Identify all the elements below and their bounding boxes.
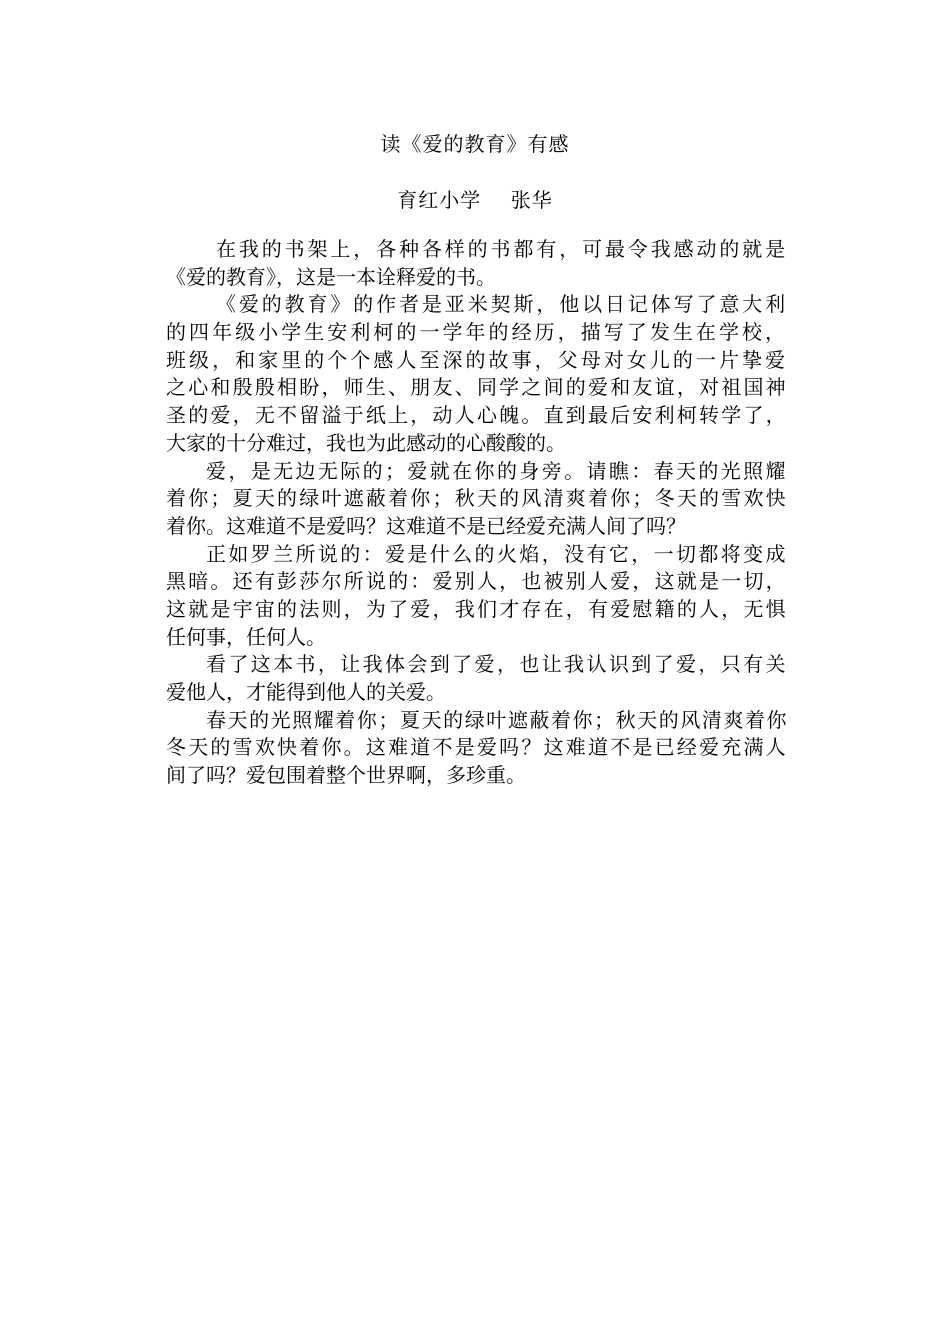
paragraph-line: 正如罗兰所说的：爱是什么的火焰，没有它，一切都将变成 bbox=[206, 541, 788, 566]
paragraph bbox=[166, 236, 788, 291]
paragraph-line: 间了吗？爱包围着整个世界啊，多珍重。 bbox=[166, 763, 526, 788]
paragraph-line: 冬天的雪欢快着你。这难道不是爱吗？这难道不是已经爱充满人 bbox=[166, 735, 788, 760]
paragraph-line: 的四年级小学生安利柯的一学年的经历，描写了发生在学校， bbox=[166, 320, 789, 345]
page-title: 读《爱的教育》有感 bbox=[380, 132, 570, 156]
paragraph bbox=[166, 651, 788, 706]
paragraph-line: 《爱的教育》的作者是亚米契斯，他以日记体写了意大利 bbox=[216, 292, 788, 317]
paragraph-line: 看了这本书，让我体会到了爱，也让我认识到了爱，只有关 bbox=[206, 652, 788, 677]
paragraph-line: 着你。这难道不是爱吗？这难道不是已经爱充满人间了吗？ bbox=[166, 513, 686, 538]
paragraph-line: 班级，和家里的个个感人至深的故事，父母对女儿的一片挚爱 bbox=[166, 347, 789, 372]
paragraph-line: 大家的十分难过，我也为此感动的心酸酸的。 bbox=[166, 430, 566, 455]
paragraph bbox=[166, 541, 788, 652]
paragraph-line: 黑暗。还有彭莎尔所说的：爱别人，也被别人爱，这就是一切， bbox=[166, 569, 788, 594]
paragraph-line: 这就是宇宙的法则，为了爱，我们才存在，有爱慰籍的人，无惧 bbox=[166, 596, 788, 621]
author-byline: 育红小学 张华 bbox=[397, 188, 553, 212]
paragraph-line: 春天的光照耀着你；夏天的绿叶遮蔽着你；秋天的风清爽着你 bbox=[206, 707, 789, 732]
paragraph-line: 圣的爱，无不留溢于纸上，动人心魄。直到最后安利柯转学了， bbox=[166, 403, 788, 428]
article-body bbox=[166, 236, 788, 790]
paragraph-line: 《爱的教育》，这是一本诠释爱的书。 bbox=[166, 264, 496, 289]
paragraph-line: 着你；夏天的绿叶遮蔽着你；秋天的风清爽着你；冬天的雪欢快 bbox=[166, 486, 788, 511]
paragraph-line: 爱，是无边无际的；爱就在你的身旁。请瞧：春天的光照耀 bbox=[206, 458, 788, 483]
paragraph-line: 爱他人，才能得到他人的关爱。 bbox=[166, 680, 446, 704]
paragraph-line: 在我的书架上，各种各样的书都有，可最令我感动的就是 bbox=[216, 237, 788, 261]
paragraph-line: 之心和殷殷相盼，师生、朋友、同学之间的爱和友谊，对祖国神 bbox=[166, 375, 788, 400]
paragraph bbox=[166, 291, 788, 457]
paragraph-line: 任何事，任何人。 bbox=[166, 624, 326, 649]
paragraph bbox=[166, 458, 788, 541]
paragraph bbox=[166, 707, 788, 790]
